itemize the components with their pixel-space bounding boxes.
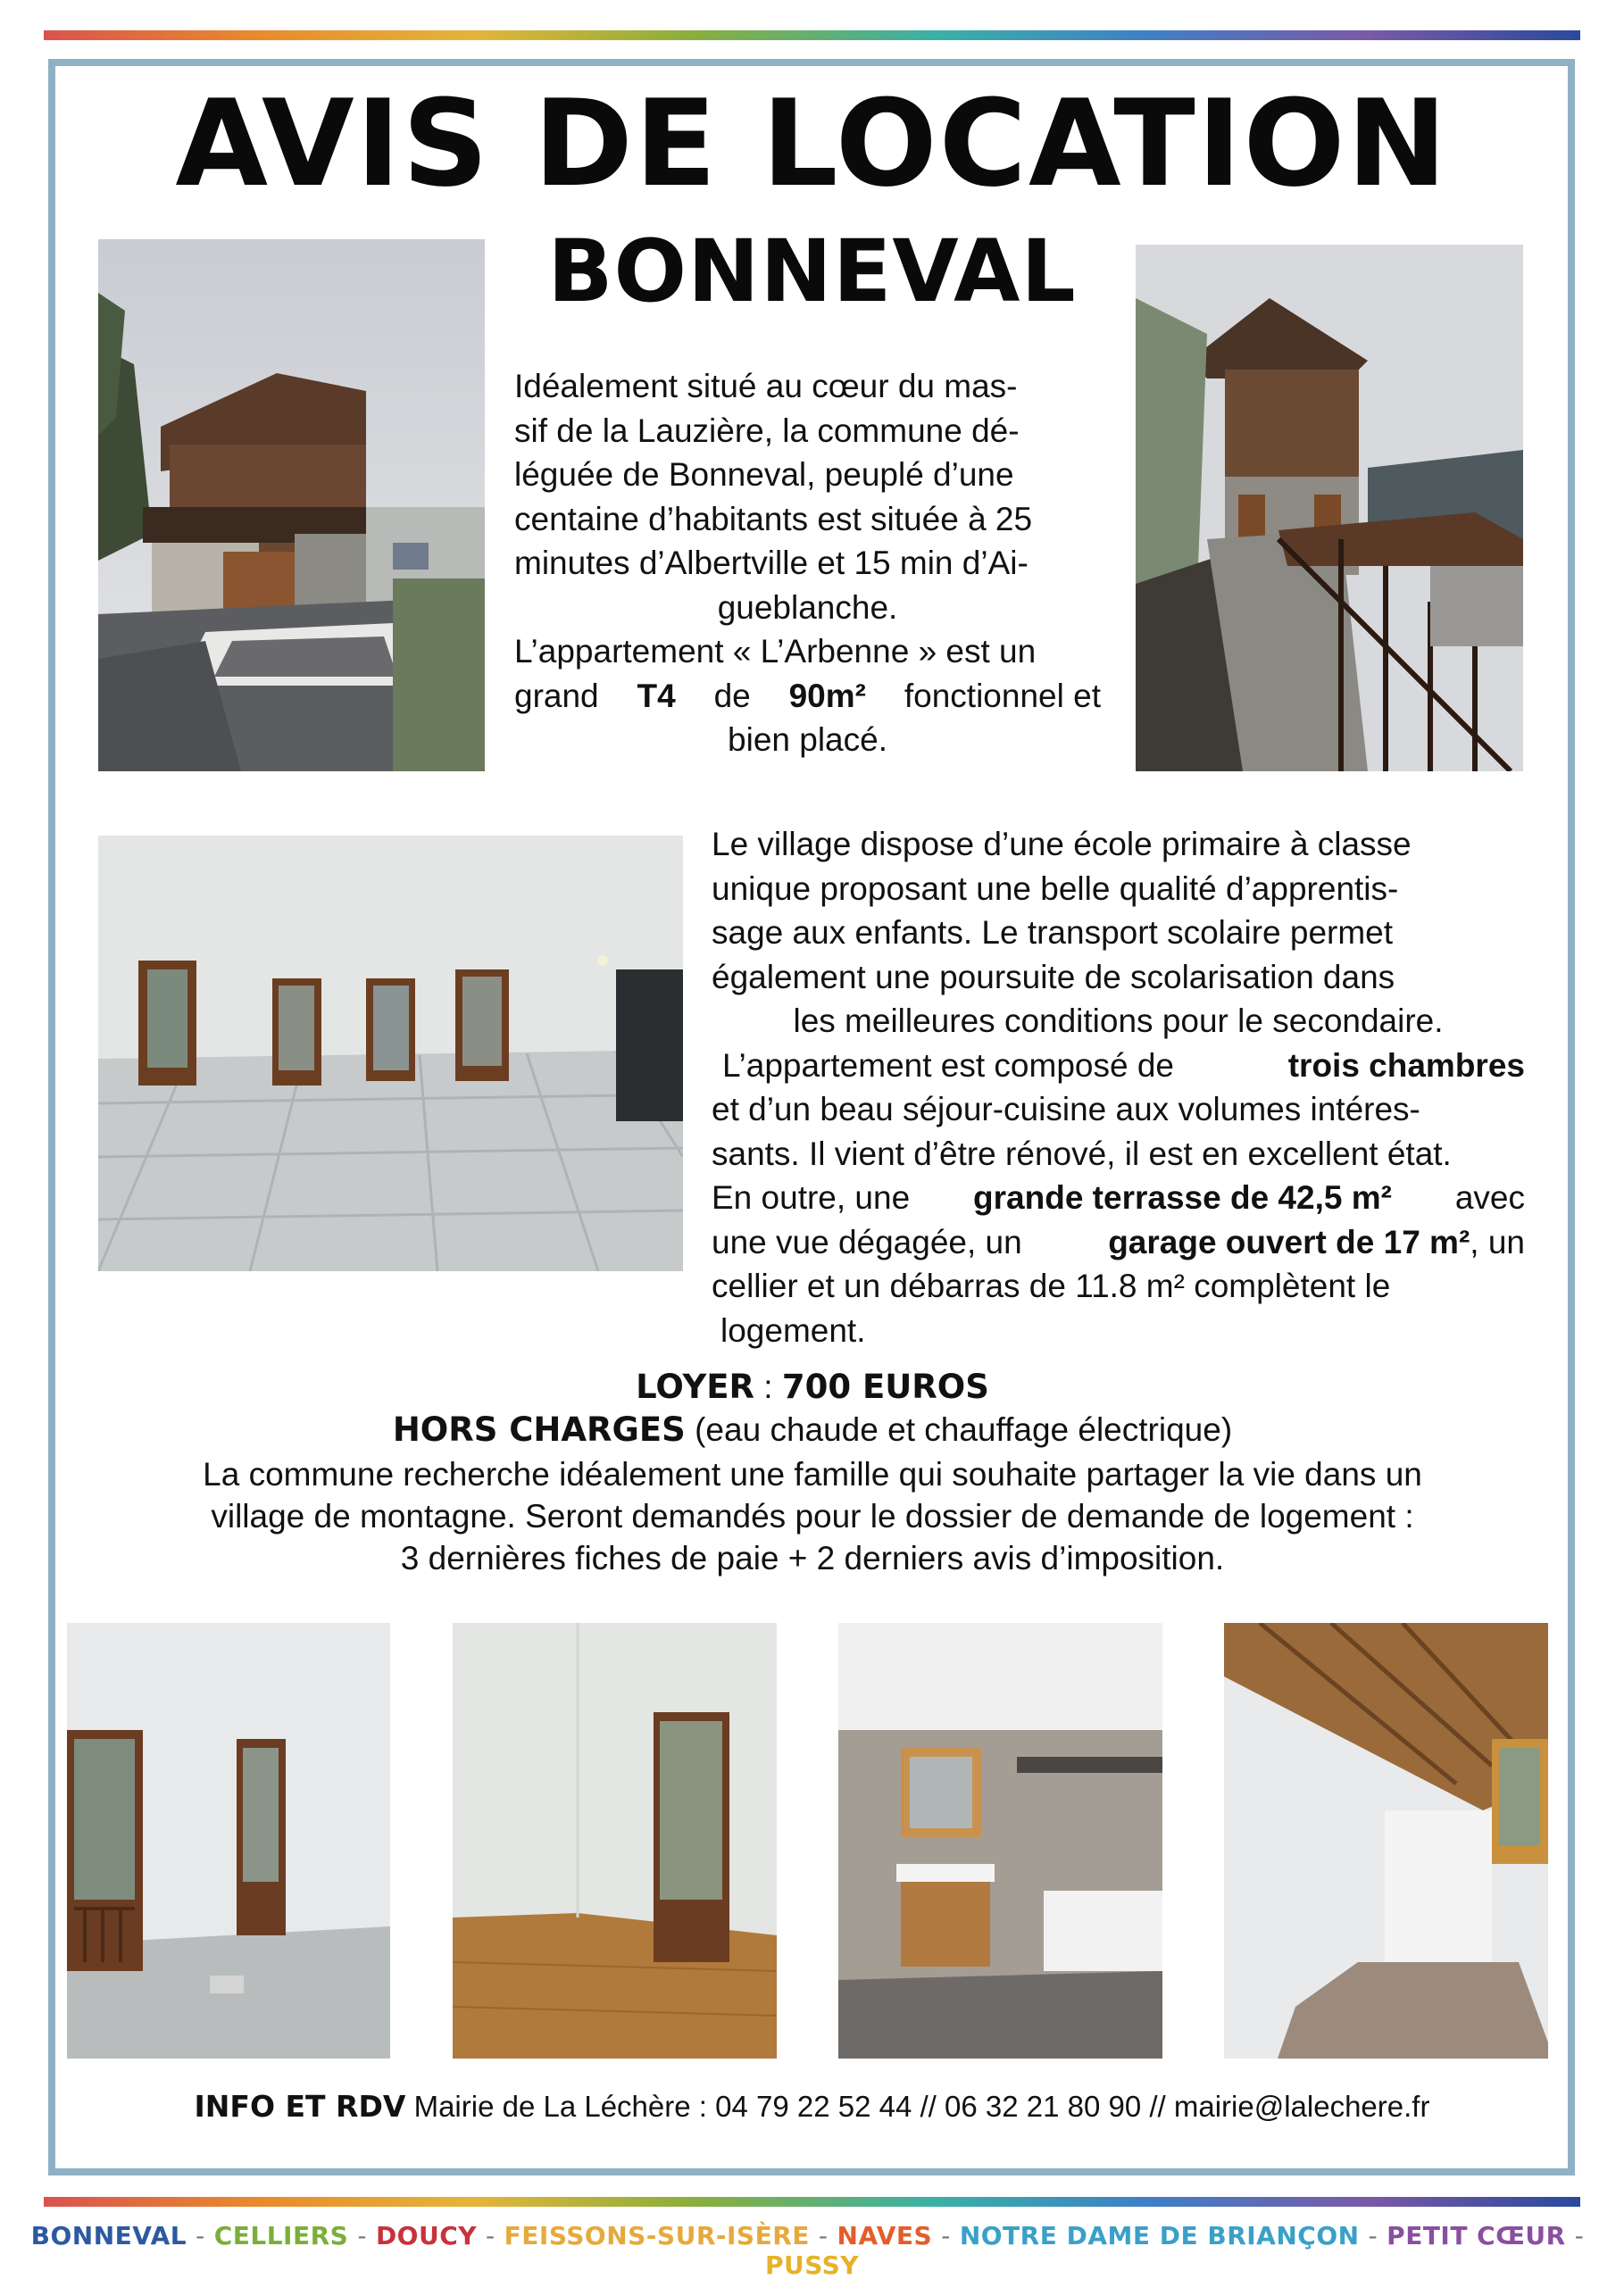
commune-name: PETIT CŒUR	[1387, 2221, 1566, 2250]
bottom-color-band	[44, 2197, 1580, 2207]
village-line: unique proposant une belle qualité d’apprentis-	[712, 869, 1399, 907]
bedroom-photo	[67, 1623, 390, 2059]
intro-line: minutes d’Albertville et 15 min d’Ai-	[514, 545, 1029, 581]
intro-line: centaine d’habitants est située à 25	[514, 500, 1033, 537]
rent-separator: :	[754, 1368, 782, 1405]
village-line: Le village dispose d’une école primaire à classe	[712, 826, 1412, 862]
commune-name: NAVES	[837, 2221, 933, 2250]
rooms-line	[712, 1044, 1525, 1088]
chalet-street-photo	[98, 239, 485, 771]
commune-separator: -	[818, 2221, 829, 2250]
appart-type-suffix: fonctionnel et	[904, 677, 1101, 714]
appart-type-line	[514, 674, 1101, 719]
village-paragraph	[712, 822, 1525, 1352]
commune-name: PUSSY	[764, 2250, 860, 2280]
logement-line: logement.	[720, 1311, 866, 1349]
village-line: et d’un beau séjour-cuisine aux volumes intéres-	[712, 1091, 1420, 1127]
commune-separator: -	[1368, 2221, 1378, 2250]
intro-paragraph	[514, 364, 1101, 762]
commune-separator: -	[1574, 2221, 1585, 2250]
commune-name: DOUCY	[375, 2221, 478, 2250]
village-line: les meilleures conditions pour le secondaire.	[793, 1002, 1444, 1039]
contact-label: INFO ET RDV	[194, 2089, 406, 2124]
garage-suffix: , un	[1470, 1223, 1525, 1260]
garage-area: garage ouvert de 17 m²	[1108, 1223, 1470, 1260]
cellier-line: cellier et un débarras de 11.8 m² complètent le	[712, 1268, 1391, 1304]
terrace-line	[712, 1176, 1525, 1220]
top-color-band	[44, 30, 1580, 40]
commune-separator: -	[357, 2221, 367, 2250]
request-paragraph	[96, 1453, 1528, 1579]
appart-type: T4	[637, 677, 676, 714]
request-line: 3 dernières fiches de paie + 2 derniers avis d’imposition.	[400, 1540, 1225, 1576]
page-subtitle: BONNEVAL	[547, 221, 1077, 321]
request-line: village de montagne. Seront demandés pour le dossier de demande de logement :	[211, 1498, 1414, 1535]
appart-area: 90m²	[788, 677, 866, 714]
village-line: sage aux enfants. Le transport scolaire permet	[712, 914, 1394, 951]
rent-line	[80, 1366, 1545, 1408]
attic-room-photo	[1224, 1623, 1548, 2059]
request-line: La commune recherche idéalement une famille qui souhaite partager la vie dans un	[203, 1456, 1422, 1493]
commune-separator: -	[196, 2221, 205, 2250]
village-line: également une poursuite de scolarisation dans	[712, 958, 1395, 995]
commune-name: NOTRE DAME DE BRIANÇON	[959, 2221, 1360, 2250]
charges-line	[80, 1409, 1545, 1451]
appart-type-prefix: grand	[514, 677, 599, 714]
commune-separator: -	[941, 2221, 951, 2250]
living-room-photo	[98, 836, 683, 1271]
rooms-prefix: L’appartement est composé de	[722, 1046, 1174, 1084]
intro-line: léguée de Bonneval, peuplé d’une	[514, 456, 1014, 493]
bedroom-parquet-photo	[453, 1623, 777, 2059]
communes-list	[0, 2221, 1624, 2280]
charges-detail: (eau chaude et chauffage électrique)	[685, 1411, 1233, 1448]
appart-type-mid: de	[713, 677, 751, 714]
commune-name: CELLIERS	[213, 2221, 349, 2250]
rooms-count: trois chambres	[1287, 1046, 1525, 1084]
intro-line: gueblanche.	[717, 588, 898, 626]
rent-label: LOYER	[636, 1368, 755, 1406]
page-title: AVIS DE LOCATION	[175, 74, 1449, 213]
terrace-prefix: En outre, une	[712, 1179, 911, 1216]
contact-line	[0, 2087, 1624, 2126]
contact-details: Mairie de La Léchère : 04 79 22 52 44 // 06 32 21 80 90 // mairie@lalechere.fr	[405, 2090, 1430, 2123]
commune-name: BONNEVAL	[30, 2221, 187, 2250]
commune-name: FEISSONS-SUR-ISÈRE	[504, 2221, 810, 2250]
terrace-suffix: avec	[1454, 1179, 1525, 1216]
appart-line: L’appartement « L’Arbenne » est un	[514, 633, 1037, 670]
commune-separator: -	[486, 2221, 496, 2250]
village-line: sants. Il vient d’être rénové, il est en excellent état.	[712, 1135, 1452, 1172]
rent-value: 700 EUROS	[781, 1368, 989, 1406]
bathroom-photo	[838, 1623, 1162, 2059]
charges-label: HORS CHARGES	[392, 1410, 686, 1449]
intro-line: sif de la Lauzière, la commune dé-	[514, 412, 1020, 449]
intro-line: Idéalement situé au cœur du mas-	[514, 368, 1018, 404]
terrace-area: grande terrasse de 42,5 m²	[973, 1179, 1392, 1216]
garage-line	[712, 1220, 1525, 1265]
chalet-terrace-photo	[1136, 245, 1523, 771]
appart-line: bien placé.	[728, 721, 887, 758]
garage-prefix: une vue dégagée, un	[712, 1223, 1022, 1260]
